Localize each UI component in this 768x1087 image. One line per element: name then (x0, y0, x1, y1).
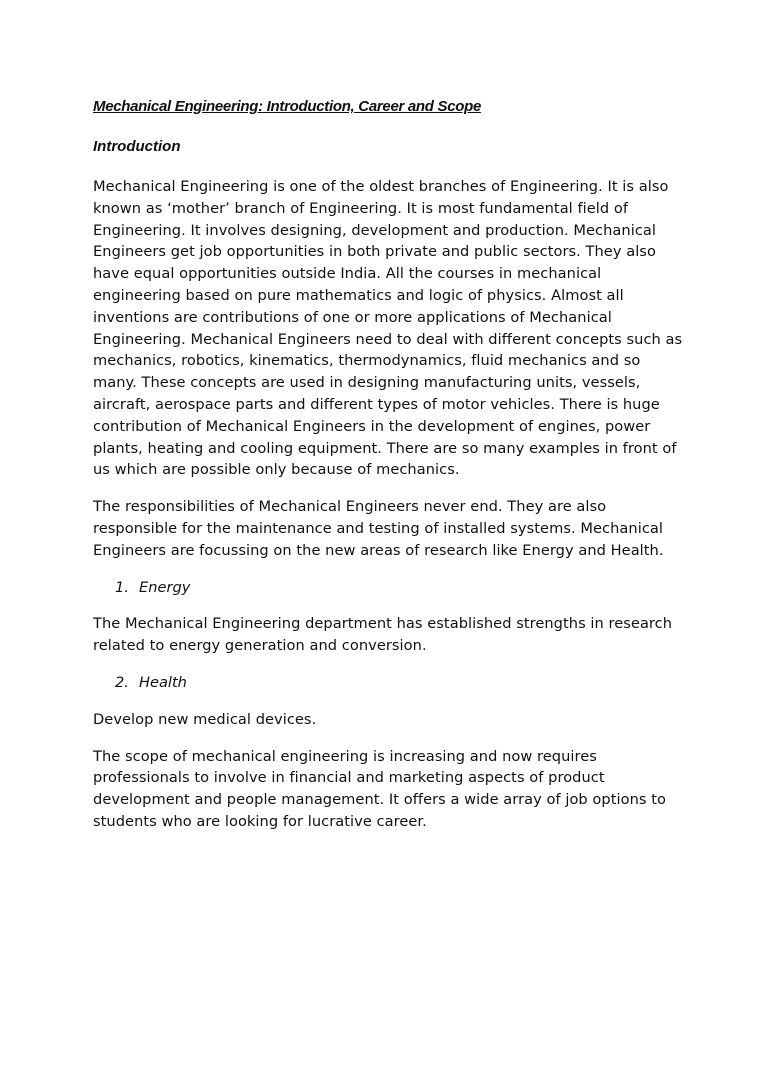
responsibilities-paragraph: The responsibilities of Mechanical Engineers never end. They are also responsible for the maintenance and testing of installed systems. Mechanical Engineers are focussing on the new areas of research like Energy and Health. (93, 498, 664, 559)
document-body (93, 96, 683, 848)
list-number: 2. (115, 673, 129, 691)
scope-paragraph: The scope of mechanical engineering is increasing and now requires professionals to involve in financial and marketing aspects of product development and people management. It offers a wide array of job options to students who are looking for lucrative career. (93, 747, 666, 830)
health-description: Develop new medical devices. (93, 710, 317, 728)
research-area-health (93, 672, 683, 694)
list-label: Energy (139, 578, 191, 596)
energy-description: The Mechanical Engineering department has established strengths in research related to energy generation and conversion. (93, 615, 673, 655)
introduction-heading: Introduction (93, 138, 181, 155)
list-label: Health (139, 673, 187, 691)
document-title: Mechanical Engineering: Introduction, Career and Scope (93, 98, 482, 115)
research-area-energy (93, 577, 683, 599)
list-number: 1. (115, 578, 129, 596)
introduction-paragraph: Mechanical Engineering is one of the oldest branches of Engineering. It is also known as ‘mother’ branch of Engineering. It is most fundamental field of Engineering. It involves designing, development and production. Mechanical Engineers get job opportunities in both private and public sectors. They also have equal opportunities outside India. All the courses in mechanical engineering based on pure mathematics and logic of physics. Almost all inventions are contributions of one or more applications of Mechanical Engineering. Mechanical Engineers need to deal with different concepts such as mechanics, robotics, kinematics, thermodynamics, fluid mechanics and so many. These concepts are used in designing manufacturing units, vessels, aircraft, aerospace parts and different types of motor vehicles. There is huge contribution of Mechanical Engineers in the development of engines, power plants, heating and cooling equipment. There are so many examples in front of us which are possible only because of mechanics. (93, 178, 683, 479)
